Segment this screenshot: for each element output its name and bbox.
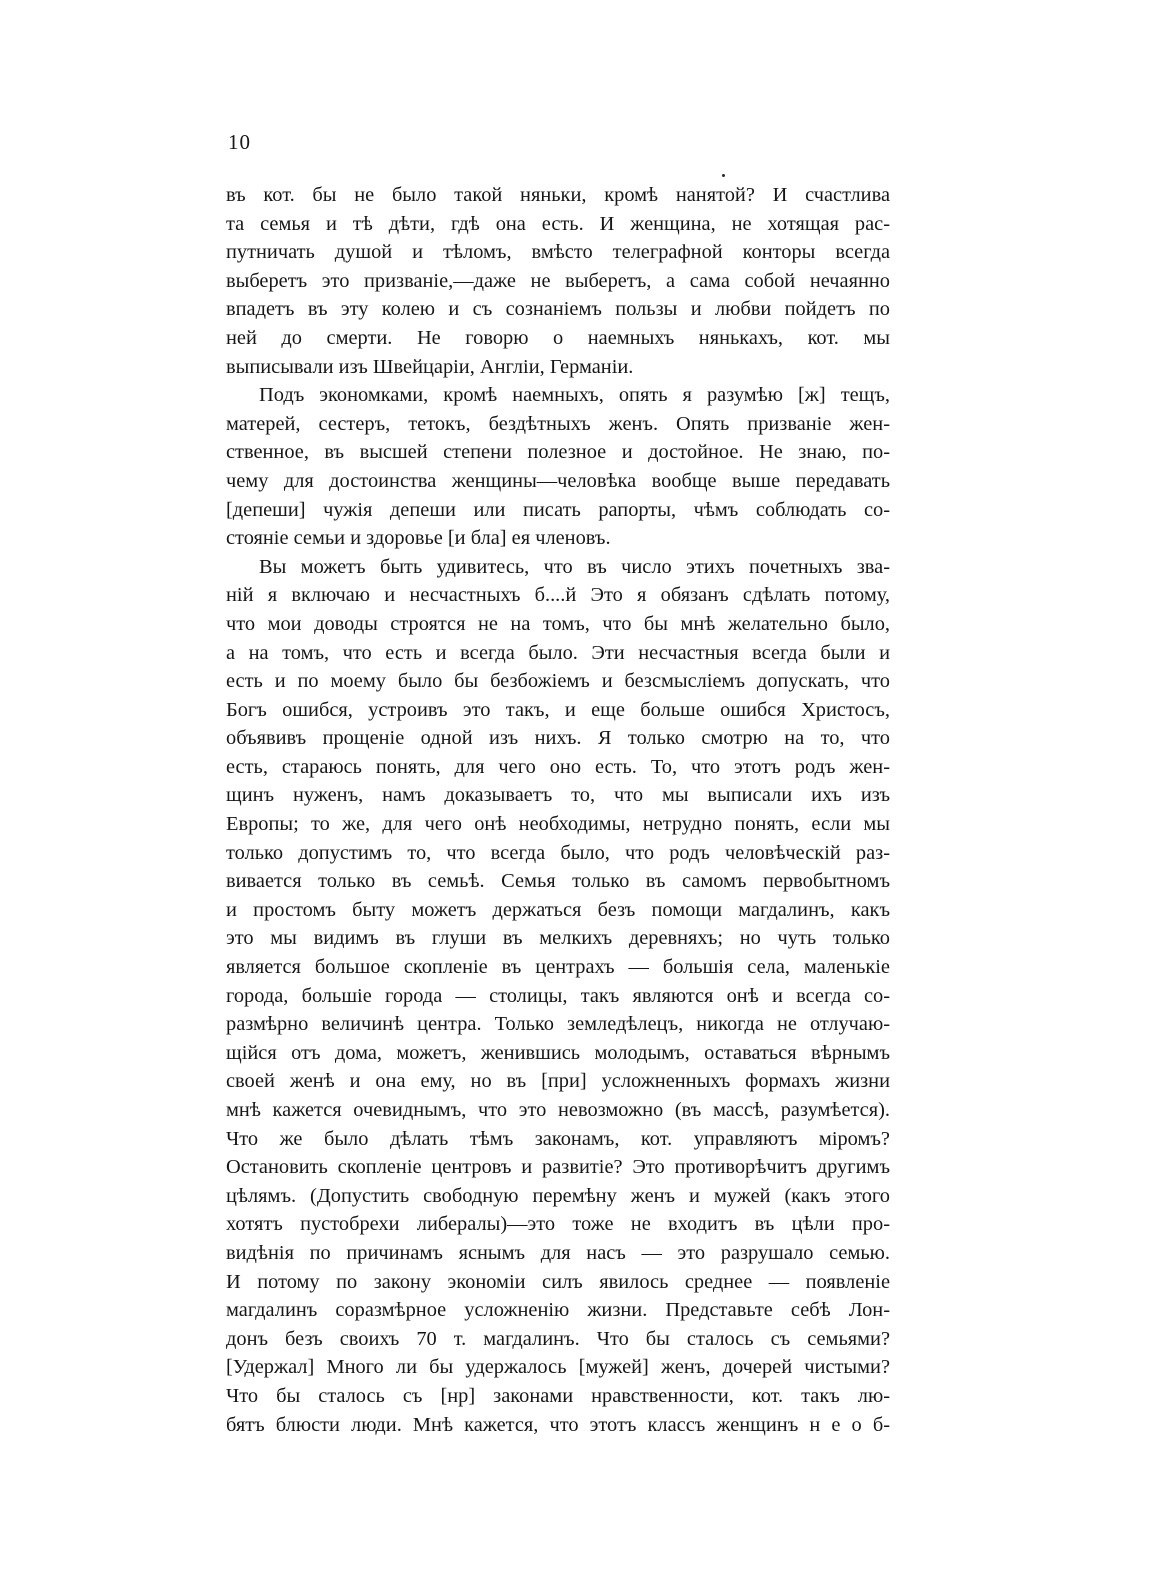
text-line: щинъ нуженъ, намъ доказываетъ то, что мы выписали ихъ изъ: [226, 784, 890, 807]
text-line: выписывали изъ Швейцаріи, Англіи, Германіи.: [226, 355, 634, 378]
paragraph: [226, 553, 890, 1439]
text-line: И потому по закону экономіи силъ явилось среднее — появленіе: [226, 1270, 890, 1293]
text-line: мнѣ кажется очевиднымъ, что это невозможно (въ массѣ, разумѣется).: [226, 1099, 890, 1121]
text-line: въ кот. бы не было такой няньки, кромѣ нанятой? И счастлива: [226, 184, 890, 206]
text-line: магдалинъ соразмѣрное усложненію жизни. Представьте себѣ Лон-: [226, 1299, 890, 1322]
paragraph: [226, 181, 890, 381]
text-line: ній я включаю и несчастныхъ б....й Это я обязанъ сдѣлать потому,: [226, 584, 890, 607]
text-line: [Удержал] Много ли бы удержалось [мужей] женъ, дочерей чистыми?: [226, 1356, 890, 1379]
paragraph: [226, 381, 890, 553]
text-line: Вы можетъ быть удивитесь, что въ число этихъ почетныхъ зва-: [259, 555, 890, 578]
text-line: вивается только въ семьѣ. Семья только въ самомъ первобытномъ: [226, 870, 890, 893]
text-line: Что же было дѣлать тѣмъ законамъ, кот. управляютъ міромъ?: [226, 1127, 890, 1150]
text-line: хотятъ пустобрехи либералы)—это тоже не входитъ въ цѣли про-: [226, 1213, 890, 1236]
text-line: размѣрно величинѣ центра. Только земледѣлецъ, никогда не отлучаю-: [226, 1013, 890, 1036]
text-line: бятъ блюсти люди. Мнѣ кажется, что этотъ классъ женщинъ н е о б-: [226, 1413, 890, 1436]
text-line: это мы видимъ въ глуши въ мелкихъ деревняхъ; но чуть только: [226, 927, 890, 950]
text-line: есть и по моему было бы безбожіемъ и безсмысліемъ допускать, что: [226, 670, 890, 693]
text-line: является большое скопленіе въ центрахъ — большія села, маленькіе: [226, 956, 890, 979]
text-line: своей женѣ и она ему, но въ [при] усложненныхъ формахъ жизни: [226, 1070, 890, 1093]
text-line: Подъ экономками, кромѣ наемныхъ, опять я разумѣю [ж] тещъ,: [259, 384, 890, 407]
text-line: матерей, сестеръ, тетокъ, бездѣтныхъ женъ. Опять призваніе жен-: [226, 412, 890, 435]
text-line: есть, стараюсь понять, для чего оно есть. То, что этотъ родъ жен-: [226, 755, 890, 778]
text-line: Богъ ошибся, устроивъ это такъ, и еще больше ошибся Христосъ,: [226, 698, 890, 721]
text-line: только допустимъ то, что всегда было, что родъ человѣческій раз-: [226, 841, 890, 864]
text-line: та семья и тѣ дѣти, гдѣ она есть. И женщина, не хотящая рас-: [226, 212, 890, 235]
page-number: 10: [228, 130, 251, 154]
text-line: щійся отъ дома, можетъ, женившись молодымъ, оставаться вѣрнымъ: [226, 1041, 890, 1064]
text-line: донъ безъ своихъ 70 т. магдалинъ. Что бы сталось съ семьями?: [226, 1327, 890, 1350]
text-line: Что бы сталось съ [нр] законами нравственности, кот. такъ лю-: [226, 1384, 890, 1407]
text-line: города, большіе города — столицы, такъ являются онѣ и всегда со-: [226, 984, 890, 1007]
body-text: [226, 181, 890, 1439]
text-line: ней до смерти. Не говорю о наемныхъ нянькахъ, кот. мы: [226, 326, 890, 349]
text-line: Остановить скопленіе центровъ и развитіе? Это противорѣчитъ другимъ: [226, 1156, 890, 1179]
text-line: выберетъ это призваніе,—даже не выберетъ, а сама собой нечаянно: [226, 269, 890, 292]
text-line: а на томъ, что есть и всегда было. Эти несчастныя всегда были и: [226, 641, 890, 664]
text-line: чему для достоинства женщины—человѣка вообще выше передавать: [226, 469, 890, 492]
text-line: что мои доводы строятся не на томъ, что бы мнѣ желательно было,: [226, 612, 890, 635]
text-line: и простомъ быту можетъ держаться безъ помощи магдалинъ, какъ: [226, 898, 890, 921]
text-line: [депеши] чужія депеши или писать рапорты, чѣмъ соблюдать со-: [226, 498, 890, 521]
text-line: цѣлямъ. (Допустить свободную перемѣну женъ и мужей (какъ этого: [226, 1184, 890, 1207]
text-line: впадетъ въ эту колею и съ сознаніемъ пользы и любви пойдетъ по: [226, 298, 890, 321]
text-line: стояніе семьи и здоровье [и бла] ея членовъ.: [226, 527, 611, 550]
text-line: видѣнія по причинамъ яснымъ для насъ — это разрушало семью.: [226, 1241, 890, 1264]
ink-speck: [722, 174, 725, 177]
text-line: объявивъ прощеніе одной изъ нихъ. Я только смотрю на то, что: [226, 727, 890, 750]
text-line: путничать душой и тѣломъ, вмѣсто телеграфной конторы всегда: [226, 241, 890, 264]
text-line: Европы; то же, для чего онѣ необходимы, нетрудно понять, если мы: [226, 813, 890, 836]
text-line: ственное, въ высшей степени полезное и достойное. Не знаю, по-: [226, 441, 890, 464]
